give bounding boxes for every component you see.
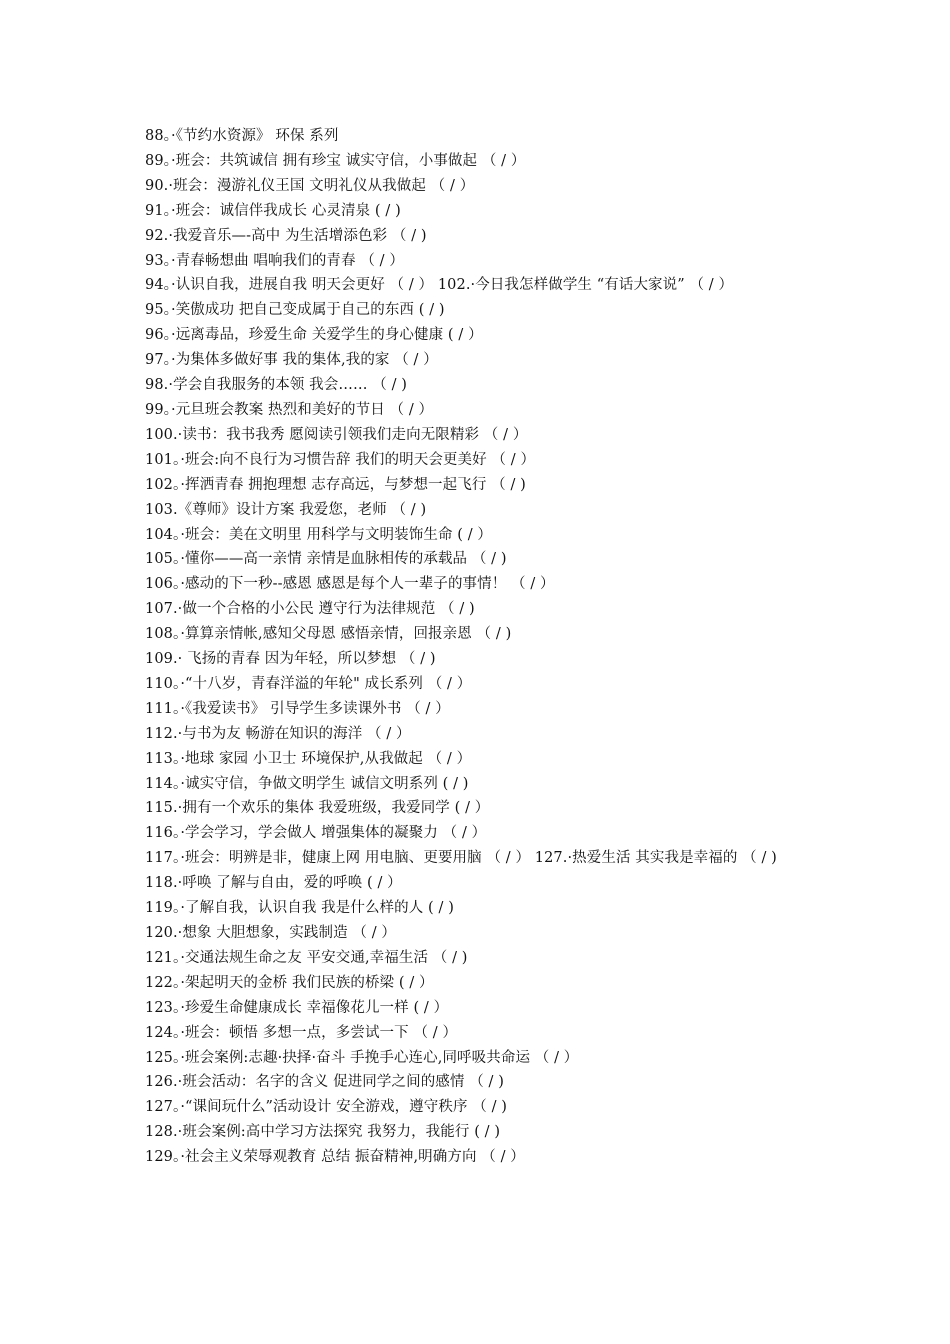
- list-item: 103.《尊师》设计方案 我爱您，老师 （ / ): [145, 501, 427, 518]
- list-item: 118.·呼唤 了解与自由，爱的呼唤 ( / ）: [145, 875, 402, 892]
- list-item: 113。·地球 家园 小卫士 环境保护,从我做起 （ / ）: [145, 750, 472, 767]
- list-item: 125。·班会案例:志趣·抉择·奋斗 手挽手心连心,同呼吸共命运 （ / ）: [145, 1049, 579, 1066]
- list-item: 93。·青春畅想曲 唱响我们的青春 （ / ）: [145, 252, 404, 269]
- list-item: 101。·班会:向不良行为习惯告辞 我们的明天会更美好 （ / ）: [145, 451, 536, 468]
- list-item: 124。·班会：顿悟 多想一点，多尝试一下 （ / ）: [145, 1024, 458, 1041]
- list-item: 91。·班会：诚信伴我成长 心灵清泉 ( / ): [145, 202, 401, 219]
- list-item: 107.·做一个合格的小公民 遵守行为法律规范 （ / ): [145, 601, 475, 618]
- list-item: 119。·了解自我，认识自我 我是什么样的人 ( / ): [145, 900, 454, 917]
- list-item: 129。·社会主义荣辱观教育 总结 振奋精神,明确方向 （ / ）: [145, 1149, 525, 1166]
- topic-list: [145, 124, 810, 1170]
- list-item: 97。·为集体多做好事 我的集体,我的家 （ / ）: [145, 352, 438, 369]
- list-item: 116。·学会学习，学会做人 增强集体的凝聚力 （ / ）: [145, 825, 487, 842]
- list-item: 108。·算算亲情帐,感知父母恩 感悟亲情，回报亲恩 （ / ): [145, 626, 512, 643]
- list-item: 109.· 飞扬的青春 因为年轻，所以梦想 （ / ): [145, 651, 436, 668]
- list-item: 110。·“十八岁，青春洋溢的年轮" 成长系列 （ / ）: [145, 675, 472, 692]
- list-item: 120.·想象 大胆想象，实践制造 （ / ）: [145, 925, 397, 941]
- list-item: 123。·珍爱生命健康成长 幸福像花儿一样 ( / ）: [145, 999, 449, 1016]
- list-item: 115.·拥有一个欢乐的集体 我爱班级，我爱同学 ( / ）: [145, 800, 490, 817]
- list-item: 88。·《节约水资源》 环保 系列: [145, 128, 339, 144]
- list-item: 114。·诚实守信，争做文明学生 诚信文明系列 ( / ): [145, 775, 469, 792]
- list-item: 106。·感动的下一秒--感恩 感恩是每个人一辈子的事情！ （ / ）: [145, 576, 555, 593]
- list-item: 99。·元旦班会教案 热烈和美好的节日 （ / ）: [145, 401, 434, 418]
- list-item: 102。·挥洒青春 拥抱理想 志存高远，与梦想一起飞行 （ / ): [145, 476, 526, 493]
- list-item: 112.·与书为友 畅游在知识的海洋 （ / ）: [145, 725, 411, 742]
- list-item: 98.·学会自我服务的本领 我会…… （ / ): [145, 377, 408, 394]
- list-item: 128.·班会案例:高中学习方法探究 我努力，我能行 ( / ): [145, 1124, 501, 1141]
- list-item: 96。·远离毒品，珍爱生命 关爱学生的身心健康 ( / ）: [145, 327, 483, 344]
- list-item: 92.·我爱音乐—-高中 为生活增添色彩 （ / ): [145, 227, 427, 244]
- list-item: 126.·班会活动：名字的含义 促进同学之间的感情 （ / ): [145, 1074, 504, 1091]
- list-item: 94。·认识自我，进展自我 明天会更好 （ / ） 102.·今日我怎样做学生 “有话大家说” （ / ）: [145, 277, 734, 294]
- list-item: 117。·班会：明辨是非，健康上网 用电脑、更要用脑 （ / ） 127.·热爱生活 其实我是幸福的 （ / ): [145, 850, 777, 867]
- list-item: 104。·班会：美在文明里 用科学与文明装饰生命 ( / ）: [145, 526, 493, 543]
- list-item: 89。·班会：共筑诚信 拥有珍宝 诚实守信，小事做起 （ / ）: [145, 152, 526, 169]
- list-item: 90.·班会：漫游礼仪王国 文明礼仪从我做起 （ / ）: [145, 177, 475, 194]
- list-item: 100.·读书：我书我秀 愿阅读引领我们走向无限精彩 （ / ）: [145, 426, 528, 443]
- list-item: 121。·交通法规生命之友 平安交通,幸福生活 （ / ): [145, 949, 468, 966]
- list-item: 122。·架起明天的金桥 我们民族的桥梁 ( / ）: [145, 974, 434, 991]
- list-item: 95。·笑傲成功 把自己变成属于自己的东西 ( / ): [145, 302, 445, 319]
- list-item: 111。·《我爱读书》 引导学生多读课外书 （ / ）: [145, 700, 450, 717]
- list-item: 105。·懂你——高一亲情 亲情是血脉相传的承载品 （ / ): [145, 551, 507, 568]
- list-item: 127。·“课间玩什么”活动设计 安全游戏，遵守秩序 （ / ): [145, 1099, 508, 1116]
